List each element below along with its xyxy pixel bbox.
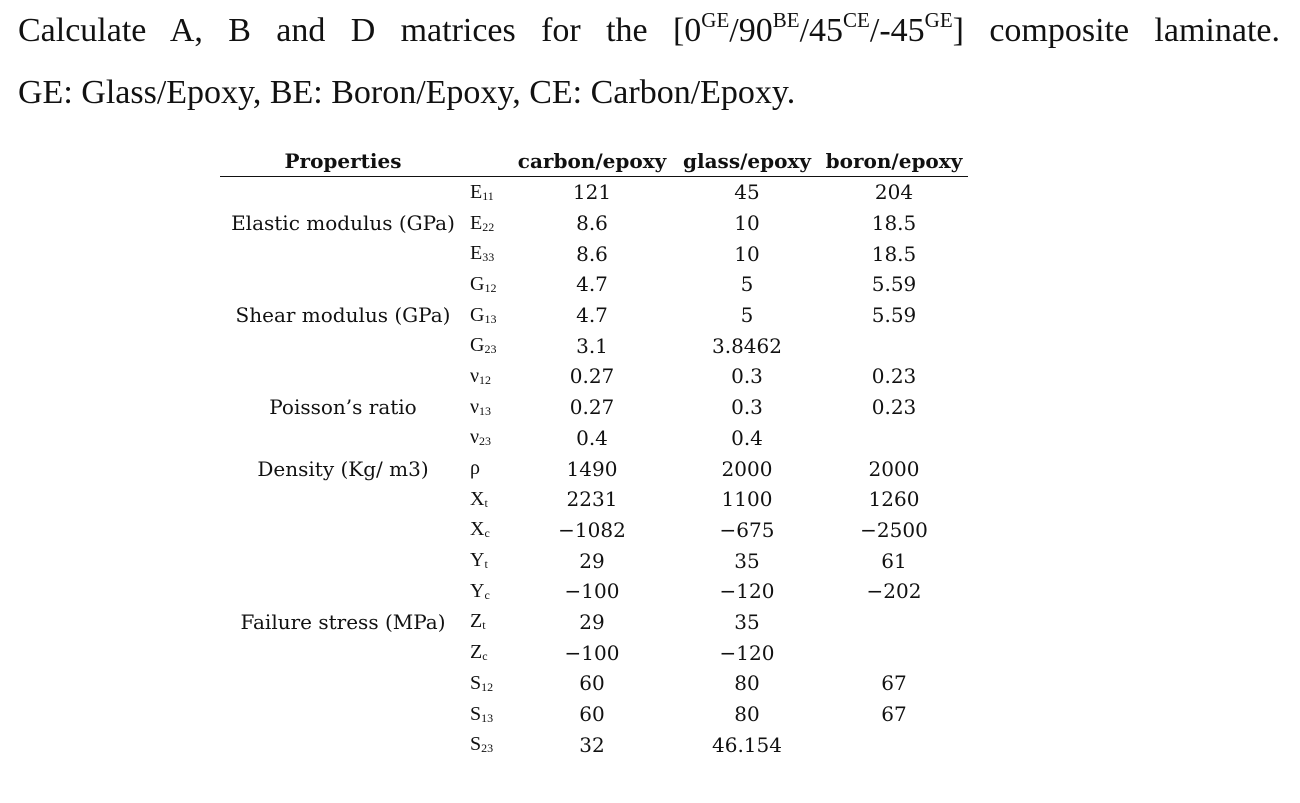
boron-epoxy-value: 67 (881, 702, 907, 727)
table-row (220, 269, 968, 300)
symbol-letter: S (470, 671, 482, 694)
symbol-letter: ν (470, 364, 480, 387)
carbon-epoxy-value: 29 (579, 609, 605, 634)
problem-text-suffix: ] composite laminate. (952, 12, 1280, 49)
carbon-epoxy-value: 0.4 (576, 425, 608, 450)
symbol-subscript: 11 (482, 188, 494, 203)
problem-text-angle-4: /-45 (869, 12, 925, 49)
glass-epoxy-value: 45 (734, 180, 760, 205)
glass-epoxy-value: 0.3 (731, 395, 763, 420)
carbon-epoxy-value: 32 (579, 732, 605, 757)
symbol-letter: X (470, 487, 485, 510)
table-body (220, 177, 968, 761)
carbon-epoxy-value: −100 (564, 640, 620, 665)
boron-epoxy-value: 18.5 (871, 211, 917, 236)
boron-epoxy-value: 204 (874, 180, 914, 205)
header-carbon-epoxy: carbon/epoxy (510, 146, 674, 177)
property-symbol (466, 269, 510, 300)
carbon-epoxy-value: −100 (564, 579, 620, 604)
table-row (220, 453, 968, 484)
symbol-letter: E (470, 242, 483, 265)
symbol-letter: Z (470, 641, 483, 664)
glass-epoxy-value: −120 (719, 579, 775, 604)
property-symbol (466, 637, 510, 668)
symbol-subscript: 12 (481, 679, 494, 694)
property-symbol (466, 238, 510, 269)
problem-text-angle-2: /90 (729, 12, 773, 49)
header-boron-epoxy: boron/epoxy (820, 146, 968, 177)
table-row (220, 177, 968, 208)
carbon-epoxy-value: 8.6 (576, 241, 608, 266)
glass-epoxy-value: 80 (734, 702, 760, 727)
boron-epoxy-value: −2500 (860, 517, 928, 542)
symbol-subscript: 23 (479, 434, 492, 449)
boron-epoxy-value (820, 330, 968, 361)
table-row (220, 484, 968, 515)
boron-epoxy-value: 5.59 (871, 303, 917, 328)
boron-epoxy-value: 2000 (868, 456, 920, 481)
symbol-letter: G (470, 303, 485, 326)
property-symbol (466, 515, 510, 546)
layer-4-material: GE (924, 8, 953, 32)
carbon-epoxy-value: 60 (579, 671, 605, 696)
boron-epoxy-value: 61 (881, 548, 907, 573)
glass-epoxy-value: 10 (734, 211, 760, 236)
problem-statement (18, 0, 1280, 124)
symbol-letter: ν (470, 426, 480, 449)
glass-epoxy-value: 1100 (721, 487, 773, 512)
boron-epoxy-value (820, 607, 968, 638)
header-properties: Properties (220, 146, 466, 177)
glass-epoxy-value: 80 (734, 671, 760, 696)
symbol-subscript: 23 (481, 741, 494, 756)
property-symbol (466, 668, 510, 699)
glass-epoxy-value: 35 (734, 548, 760, 573)
header-symbol (466, 146, 510, 177)
property-symbol (466, 330, 510, 361)
carbon-epoxy-value: 3.1 (576, 333, 608, 358)
symbol-letter: G (470, 272, 485, 295)
glass-epoxy-value: 3.8462 (712, 333, 782, 358)
layer-1-material: GE (701, 8, 730, 32)
boron-epoxy-value: 67 (881, 671, 907, 696)
carbon-epoxy-value: 0.27 (569, 364, 615, 389)
symbol-letter: X (470, 518, 485, 541)
boron-epoxy-value: 0.23 (871, 364, 917, 389)
boron-epoxy-value (820, 637, 968, 668)
property-symbol (466, 484, 510, 515)
layer-3-material: CE (843, 8, 870, 32)
carbon-epoxy-value: 8.6 (576, 211, 608, 236)
property-symbol (466, 361, 510, 392)
symbol-subscript: 23 (484, 342, 497, 357)
property-symbol (466, 177, 510, 208)
boron-epoxy-value: 18.5 (871, 241, 917, 266)
carbon-epoxy-value: 4.7 (576, 272, 608, 297)
property-group-label: Poisson’s ratio (269, 395, 417, 420)
symbol-letter: Z (470, 610, 483, 633)
property-symbol (466, 300, 510, 331)
table-row (220, 361, 968, 392)
symbol-letter: E (470, 180, 483, 203)
property-group-label: Elastic modulus (GPa) (231, 211, 455, 236)
glass-epoxy-value: 35 (734, 609, 760, 634)
problem-line-2: GE: Glass/Epoxy, BE: Boron/Epoxy, CE: Carbon/Epoxy. (18, 74, 796, 111)
carbon-epoxy-value: 121 (572, 180, 612, 205)
symbol-subscript: 13 (484, 311, 497, 326)
glass-epoxy-value: 0.3 (731, 364, 763, 389)
property-symbol (466, 607, 510, 638)
symbol-subscript: 13 (481, 710, 494, 725)
property-symbol (466, 699, 510, 730)
carbon-epoxy-value: 60 (579, 702, 605, 727)
symbol-subscript: 22 (482, 219, 495, 234)
property-symbol (466, 392, 510, 423)
symbol-letter: ρ (470, 457, 480, 480)
carbon-epoxy-value: 1490 (566, 456, 618, 481)
property-symbol (466, 453, 510, 484)
symbol-subscript: c (482, 649, 488, 664)
symbol-subscript: 33 (482, 250, 495, 265)
glass-epoxy-value: 46.154 (712, 732, 782, 757)
boron-epoxy-value: −202 (866, 579, 922, 604)
carbon-epoxy-value: 0.27 (569, 395, 615, 420)
glass-epoxy-value: 5 (740, 303, 754, 328)
property-symbol (466, 545, 510, 576)
symbol-letter: Y (470, 579, 485, 602)
carbon-epoxy-value: 2231 (566, 487, 618, 512)
glass-epoxy-value: −120 (719, 640, 775, 665)
property-symbol (466, 729, 510, 760)
problem-text-prefix: Calculate A, B and D matrices for the [0 (18, 12, 702, 49)
boron-epoxy-value: 0.23 (871, 395, 917, 420)
symbol-subscript: 12 (479, 372, 492, 387)
symbol-subscript: t (482, 618, 486, 633)
property-symbol (466, 576, 510, 607)
symbol-letter: S (470, 733, 482, 756)
glass-epoxy-value: 5 (740, 272, 754, 297)
property-symbol (466, 423, 510, 454)
symbol-subscript: t (484, 495, 488, 510)
table-header-row (220, 146, 968, 177)
symbol-subscript: c (484, 587, 490, 602)
symbol-subscript: 13 (479, 403, 492, 418)
boron-epoxy-value (820, 423, 968, 454)
glass-epoxy-value: 0.4 (731, 425, 763, 450)
layer-2-material: BE (772, 8, 800, 32)
carbon-epoxy-value: 4.7 (576, 303, 608, 328)
problem-text-angle-3: /45 (799, 12, 844, 49)
boron-epoxy-value (820, 729, 968, 760)
carbon-epoxy-value: −1082 (558, 517, 626, 542)
header-glass-epoxy: glass/epoxy (674, 146, 820, 177)
glass-epoxy-value: 2000 (721, 456, 773, 481)
glass-epoxy-value: −675 (719, 517, 775, 542)
property-symbol (466, 208, 510, 239)
symbol-subscript: t (484, 557, 488, 572)
symbol-letter: E (470, 211, 483, 234)
glass-epoxy-value: 10 (734, 241, 760, 266)
property-group-label: Density (Kg/ m3) (257, 456, 429, 481)
problem-line-1 (18, 0, 1280, 62)
symbol-subscript: c (484, 526, 490, 541)
symbol-letter: G (470, 334, 485, 357)
symbol-letter: S (470, 702, 482, 725)
symbol-subscript: 12 (484, 280, 497, 295)
symbol-letter: ν (470, 395, 480, 418)
boron-epoxy-value: 1260 (868, 487, 920, 512)
material-properties-table (220, 146, 968, 760)
symbol-letter: Y (470, 549, 485, 572)
carbon-epoxy-value: 29 (579, 548, 605, 573)
property-group-label: Shear modulus (GPa) (235, 303, 451, 328)
boron-epoxy-value: 5.59 (871, 272, 917, 297)
property-group-label: Failure stress (MPa) (240, 609, 446, 634)
